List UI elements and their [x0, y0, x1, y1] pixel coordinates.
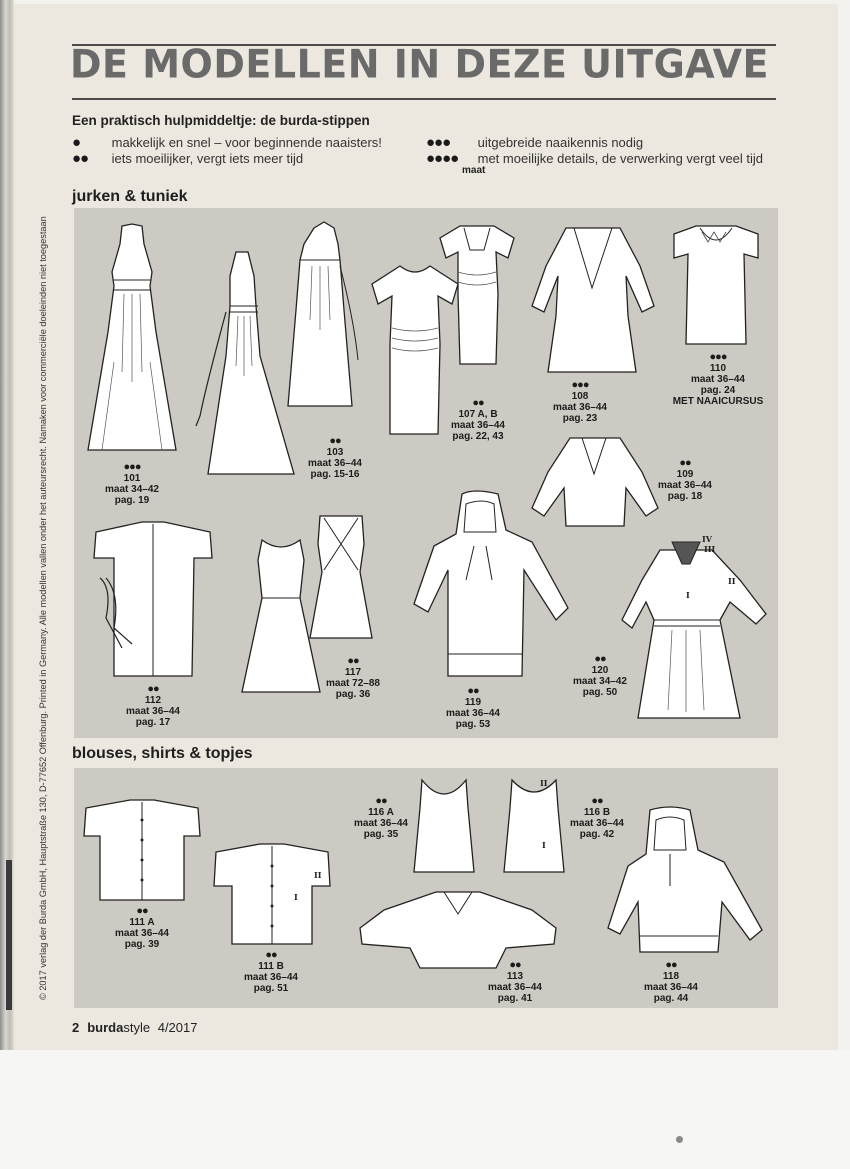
model-page: pag. 41 — [497, 993, 533, 1004]
model-size: maat 34–42 — [573, 676, 627, 687]
piece-mark-ii: II — [728, 576, 736, 586]
page-number: 2 — [72, 1020, 80, 1035]
piece-mark-ii: II — [314, 870, 322, 880]
model-page: pag. 36 — [335, 689, 371, 700]
brand-name-bold: burda — [87, 1020, 124, 1035]
model-103-dress-back-drawing[interactable] — [284, 220, 364, 412]
model-number: 107 A, B — [458, 409, 498, 420]
legend-text: iets moeilijker, vergt iets meer tijd — [111, 151, 304, 166]
page-footer — [72, 1020, 197, 1035]
model-118-label — [626, 960, 716, 1004]
model-number: 101 — [123, 473, 141, 484]
model-size: maat 36–44 — [446, 708, 500, 719]
difficulty-dots: ●● — [665, 959, 677, 971]
copyright-notice: © 2017 verlag der Burda GmbH, Hauptstraße 130, D-77652 Offenburg. Printed in Germany. Alle modellen vallen onder het auteursrecht. Namaken voor commerciële doeleinden niet toegestaan — [38, 216, 48, 1000]
sewing-course-note: MET NAAICURSUS — [672, 396, 764, 407]
model-page: pag. 19 — [114, 495, 150, 506]
model-page: pag. 44 — [653, 993, 689, 1004]
piece-mark-i: I — [542, 840, 546, 850]
model-119-label — [428, 686, 518, 730]
model-page: pag. 50 — [582, 687, 618, 698]
model-number: 120 — [591, 665, 609, 676]
model-number: 119 — [464, 697, 482, 708]
model-size: maat 36–44 — [115, 928, 169, 939]
piece-mark-i: I — [294, 892, 298, 902]
section-title-blouses: blouses, shirts & topjes — [72, 745, 253, 762]
model-page: pag. 24 — [700, 385, 736, 396]
model-number: 109 — [676, 469, 694, 480]
model-number: 103 — [326, 447, 344, 458]
legend-text: makkelijk en snel – voor beginnende naaisters! — [111, 135, 382, 150]
difficulty-dots: ●● — [467, 685, 479, 697]
difficulty-dots: ●● — [72, 150, 89, 167]
maat-note: maat — [462, 165, 486, 176]
piece-mark-i: I — [686, 590, 690, 600]
model-107b-drawing[interactable] — [438, 224, 516, 368]
legend-subtitle: Een praktisch hulpmiddeltje: de burda-stippen — [72, 113, 370, 128]
model-101-drawing[interactable] — [84, 222, 180, 458]
page-spine — [0, 0, 14, 1060]
model-number: 117 — [344, 667, 362, 678]
model-page: pag. 17 — [135, 717, 171, 728]
model-number: 116 A — [368, 807, 394, 818]
difficulty-dots: ●● — [591, 795, 603, 807]
model-110-drawing[interactable] — [670, 224, 762, 348]
legend-item-1 — [72, 134, 382, 151]
model-number: 111 A — [129, 917, 155, 928]
model-size: maat 36–44 — [354, 818, 408, 829]
model-page: pag. 23 — [562, 413, 598, 424]
model-101-label — [87, 462, 177, 506]
model-110-label — [672, 352, 764, 407]
model-103-dress-front-drawing[interactable] — [186, 246, 298, 482]
legend-item-2 — [72, 150, 303, 167]
model-page: pag. 51 — [253, 983, 289, 994]
model-number: 110 — [709, 363, 727, 374]
model-page: pag. 18 — [667, 491, 703, 502]
model-number: 118 — [662, 971, 680, 982]
model-111a-label — [97, 906, 187, 950]
model-size: maat 36–44 — [244, 972, 298, 983]
model-size: maat 72–88 — [326, 678, 380, 689]
difficulty-dots: ●● — [136, 905, 148, 917]
difficulty-dots: ●●● — [571, 379, 589, 391]
model-number: 112 — [144, 695, 162, 706]
model-page: pag. 15-16 — [310, 469, 360, 480]
model-117-back-drawing[interactable] — [308, 514, 374, 642]
issue-number: 4/2017 — [157, 1020, 198, 1035]
difficulty-dots: ●● — [472, 397, 484, 409]
model-size: maat 36–44 — [691, 374, 745, 385]
legend-text: uitgebreide naaikennis nodig — [477, 135, 644, 150]
difficulty-dots: ●● — [679, 457, 691, 469]
difficulty-dots: ●●●● — [426, 150, 459, 167]
difficulty-dots: ● — [72, 134, 81, 151]
model-size: maat 36–44 — [644, 982, 698, 993]
difficulty-dots: ●●● — [123, 461, 141, 473]
difficulty-dots: ●● — [375, 795, 387, 807]
model-size: maat 34–42 — [105, 484, 159, 495]
model-size: maat 36–44 — [451, 420, 505, 431]
model-118-drawing[interactable] — [606, 806, 766, 956]
model-page: pag. 22, 43 — [452, 431, 504, 442]
legend-text: met moeilijke details, de verwerking vergt veel tijd — [477, 151, 764, 166]
model-size: maat 36–44 — [488, 982, 542, 993]
model-108-drawing[interactable] — [530, 226, 656, 376]
page-title: DE MODELLEN IN DEZE UITGAVE — [70, 41, 769, 87]
model-117-label — [308, 656, 398, 700]
model-120-label — [555, 654, 645, 698]
model-103-label — [290, 436, 380, 480]
model-112-label — [108, 684, 198, 728]
model-size: maat 36–44 — [658, 480, 712, 491]
model-number: 116 B — [583, 807, 611, 818]
model-size: maat 36–44 — [126, 706, 180, 717]
model-109-label — [640, 458, 730, 502]
model-107-label — [433, 398, 523, 442]
piece-mark-iii: III — [704, 544, 716, 554]
model-size: maat 36–44 — [308, 458, 362, 469]
model-page: pag. 39 — [124, 939, 160, 950]
scan-background — [0, 1050, 850, 1169]
model-112-drawing[interactable] — [92, 518, 214, 680]
difficulty-dots: ●● — [147, 683, 159, 695]
model-111a-drawing[interactable] — [80, 796, 204, 904]
model-108-label — [535, 380, 625, 424]
model-number: 108 — [571, 391, 589, 402]
piece-mark-ii: II — [540, 778, 548, 788]
scan-speck — [676, 1136, 683, 1143]
model-size: maat 36–44 — [553, 402, 607, 413]
model-size: maat 36–44 — [570, 818, 624, 829]
difficulty-dots: ●●● — [709, 351, 727, 363]
model-113-label — [470, 960, 560, 1004]
model-number: 111 B — [258, 961, 284, 972]
model-page: pag. 35 — [363, 829, 399, 840]
difficulty-dots: ●● — [594, 653, 606, 665]
title-rule-bottom — [72, 98, 776, 100]
difficulty-dots: ●● — [347, 655, 359, 667]
model-page: pag. 53 — [455, 719, 491, 730]
difficulty-dots: ●● — [329, 435, 341, 447]
model-111b-drawing[interactable] — [212, 840, 334, 948]
difficulty-dots: ●● — [509, 959, 521, 971]
legend-item-3 — [426, 134, 643, 151]
model-119-drawing[interactable] — [412, 490, 572, 680]
brand-name-rest: style — [123, 1020, 151, 1035]
piece-mark-iv: IV — [702, 534, 712, 544]
model-page: pag. 42 — [579, 829, 615, 840]
difficulty-dots: ●●● — [426, 134, 451, 151]
spine-shadow — [6, 860, 12, 1010]
model-number: 113 — [506, 971, 524, 982]
model-111b-label — [226, 950, 316, 994]
difficulty-dots: ●● — [265, 949, 277, 961]
model-116a-drawing[interactable] — [412, 778, 476, 876]
section-title-dresses: jurken & tuniek — [72, 188, 188, 205]
